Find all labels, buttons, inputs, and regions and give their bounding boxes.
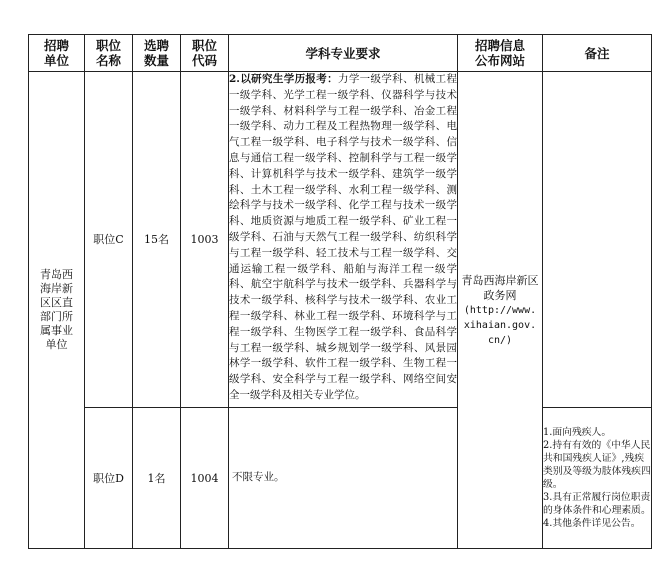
header-website: 招聘信息 公布网站 <box>458 35 543 72</box>
note-item: 4.其他条件详见公告。 <box>543 518 641 529</box>
header-position-name: 职位 名称 <box>85 35 133 72</box>
header-notes: 备注 <box>543 35 652 72</box>
table-row-position-d <box>29 408 652 549</box>
website-name: 青岛西海岸新区政务网 <box>461 273 539 302</box>
notes-cell <box>543 408 652 549</box>
position-code-cell <box>181 408 229 549</box>
unit-name: 青岛西海岸新区区直部门所属事业单位 <box>40 268 73 351</box>
header-unit: 招聘 单位 <box>29 35 85 72</box>
table-row-position-c <box>29 72 652 408</box>
note-item: 3.具有正常履行岗位职责的身体条件和心理素质。 <box>543 492 651 516</box>
header-subject: 学科专业要求 <box>229 35 458 72</box>
header-position-code: 职位 代码 <box>181 35 229 72</box>
position-name-cell <box>85 408 133 549</box>
position-code-cell <box>181 72 229 408</box>
position-code: 1004 <box>190 471 219 485</box>
subject-label: 2.以研究生学历报考： <box>229 73 338 85</box>
subject-cell <box>229 408 458 549</box>
header-row <box>29 35 652 72</box>
subject-text: 力学一级学科、机械工程一级学科、光学工程一级学科、仪器科学与技术一级学科、材料科学与工程一级学科、冶金工程一级学科、动力工程及工程热物理一级学科、电气工程一级学科、电子科学与技术一级学科、信息与通信工程一级学科、控制科学与工程一级学科、计算机科学与技术一级学科、建筑学一级学科、土木工程一级学科、水利工程一级学科、测绘科学与技术一级学科、化学工程与技术一级学科、地质资源与地质工程一级学科、矿业工程一级学科、石油与天然气工程一级学科、纺织科学与工程一级学科、轻工技术与工程一级学科、交通运输工程一级学科、船舶与海洋工程一级学科、航空宇航科学与技术一级学科、兵器科学与技术一级学科、核科学与技术一级学科、农业工程一级学科、林业工程一级学科、环境科学与工程一级学科、生物医学工程一级学科、食品科学与工程一级学科、城乡规划学一级学科、风景园林学一级学科、软件工程一级学科、生物工程一级学科、安全科学与工程一级学科、网络空间安全一级学科及相关专业学位。 <box>229 73 457 401</box>
quota: 1名 <box>147 471 166 485</box>
quota-cell <box>133 408 181 549</box>
header-quota: 选聘 数量 <box>133 35 181 72</box>
position-name-cell <box>85 72 133 408</box>
subject-text: 不限专业。 <box>232 471 285 484</box>
quota: 15名 <box>144 233 169 246</box>
subject-cell <box>229 72 458 408</box>
website-cell <box>458 72 543 549</box>
website-url[interactable]: (http://www.xihaian.gov.cn/) <box>463 304 537 346</box>
quota-cell <box>133 72 181 408</box>
position-code: 1003 <box>190 233 219 246</box>
position-name: 职位C <box>93 233 124 246</box>
notes-cell-empty <box>543 72 652 408</box>
note-item: 2.持有有效的《中华人民共和国残疾人证》,残疾类别及等级为肢体残疾四级。 <box>543 440 651 490</box>
unit-cell <box>29 72 85 549</box>
recruitment-table <box>28 34 652 549</box>
note-item: 1.面向残疾人。 <box>543 427 612 438</box>
position-name: 职位D <box>93 471 124 485</box>
